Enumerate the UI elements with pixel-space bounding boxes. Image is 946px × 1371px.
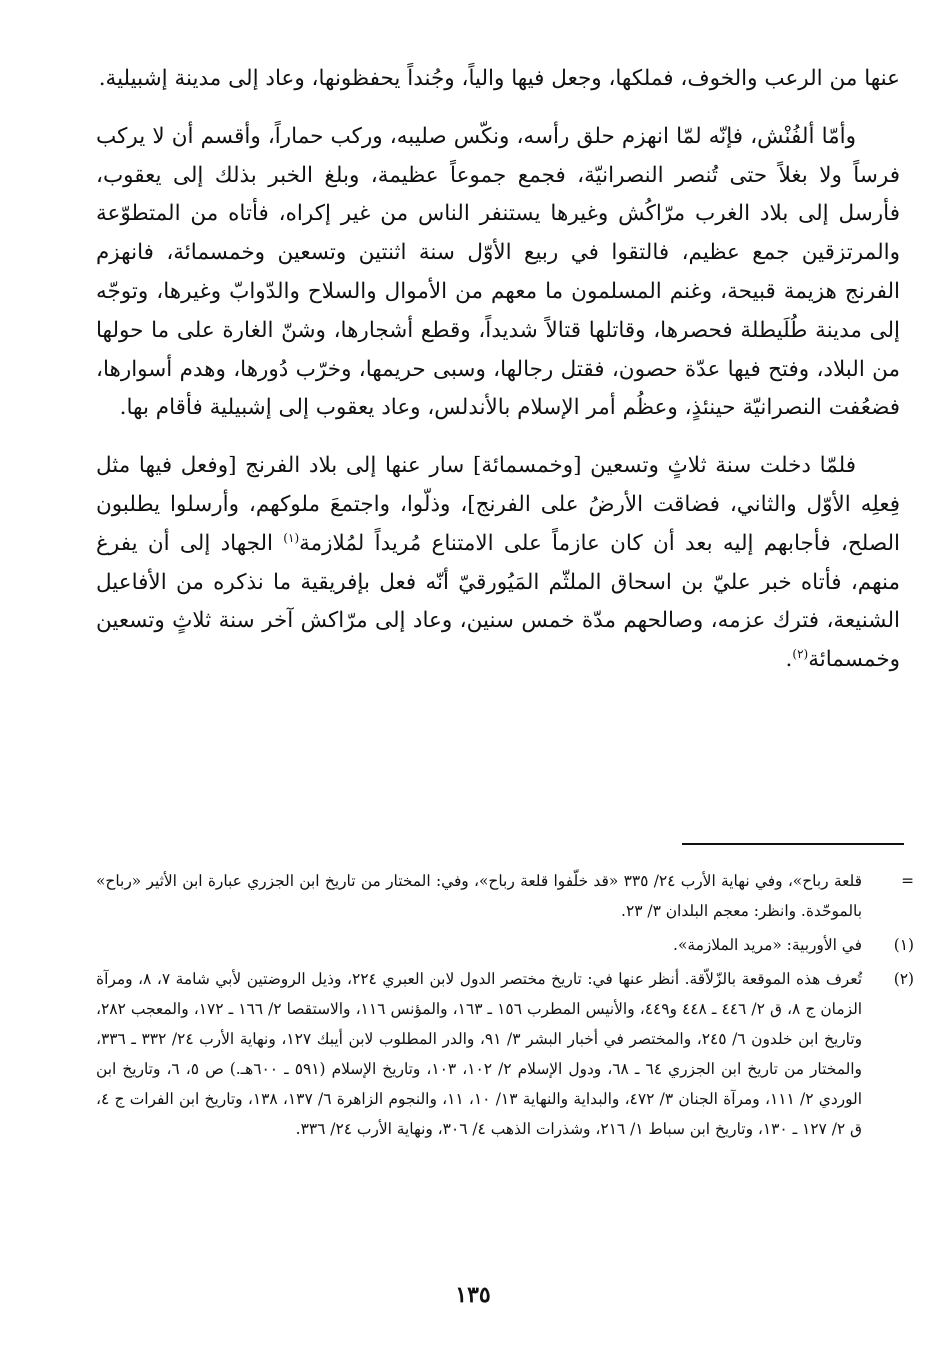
footnote-ref-2[interactable]: (٢) xyxy=(792,647,809,661)
paragraph-3-text-a: فلمّا دخلت سنة ثلاثٍ وتسعين [وخمسمائة] سار عنها إلى بلاد الفرنج [وفعل فيها مثل فِعلِه الأوّل والثاني، فضاقت الأرضُ على الفرنج]، وذلّوا، واجتمعَ ملوكهم، وأرسلوا يطلبون الصلح، فأجابهم إليه بعد أن كان عازماً على الامتناع مُريداً لمُلازمة xyxy=(96,453,900,556)
footnote-2 xyxy=(96,964,914,1144)
paragraph-year-593 xyxy=(96,447,900,680)
footnotes xyxy=(96,866,914,1144)
paragraph-3-text-b: الجهاد إلى أن يفرغ منهم، فأتاه خبر عليّ بن اسحاق الملثّم المَيُورقيّ أنّه فعل بإفريقية ما نذكره من الأفاعيل الشنيعة، فترك عزمه، وصالحهم مدّة خمس سنين، وعاد إلى مرّاكش آخر سنة ثلاثٍ وتسعين وخمسمائة xyxy=(96,530,900,673)
footnote-1 xyxy=(96,930,914,960)
footnote-text: تُعرف هذه الموقعة بالزّلاّقة. أنظر عنها في: تاريخ مختصر الدول لابن العبري ٢٢٤، وذيل الروضتين لأبي شامة ٧، ٨، ومرآة الزمان ج ٨، ق ٢/ ٤٤٦ ـ ٤٤٨ و٤٤٩، والأنيس المطرب ١٥٦ ـ ١٦٣، والمؤنس ١١٦، والاستقصا ٢/ ١٦٦ ـ ١٧٢، والمعجب ٢٨٢، وتاريخ ابن خلدون ٦/ ٢٤٥، والمختصر في أخبار البشر ٣/ ٩١، والدر المطلوب لابن أيبك ١٢٧، ونهاية الأرب ٢٤/ ٣٣٢ ـ ٣٣٦، والمختار من تاريخ ابن الجزري ٦٤ ـ ٦٨، ودول الإسلام ٢/ ١٠٢، ١٠٣، وتاريخ الإسلام (٥٩١ ـ ٦٠٠هـ.) ص ٥، ٦، وتاريخ ابن الوردي ٢/ ١١١، ومرآة الجنان ٣/ ٤٧٢، والبداية والنهاية ١٣/ ١٠، ١١، والنجوم الزاهرة ٦/ ١٣٧، ١٣٨، وتاريخ ابن الفرات ج ٤، ق ٢/ ١٢٧ ـ ١٣٠، وتاريخ ابن سباط ١/ ٢١٦، وشذرات الذهب ٤/ ٣٠٦، ونهاية الأرب ٢٤/ ٣٣٦. xyxy=(96,970,863,1138)
paragraph-3-end: . xyxy=(785,647,793,673)
footnote-marker: (١) xyxy=(893,936,914,954)
paragraph-continuation xyxy=(96,60,900,99)
paragraph-2-text: وأمّا ألفُنْش، فإنّه لمّا انهزم حلق رأسه، ونكّس صليبه، وركب حماراً، وأقسم أن لا يركب فرساً ولا بغلاً حتى تُنصر النصرانيّة، فجمع جموعاً عظيمة، وبلغ الخبر بذلك إلى يعقوب، فأرسل إلى بلاد الغرب مرّاكُش وغيرها يستنفر الناس من غير إكراه، فأتاه من المتطوّعة والمرتزقين جمع عظيم، فالتقوا في ربيع الأوّل سنة اثنتين وتسعين وخمسمائة، فانهزم الفرنج هزيمة قبيحة، وغنم المسلمون ما معهم من الأموال والسلاح والدّوابّ وغيرها، وتوجّه إلى مدينة طُلَيطلة فحصرها، وقاتلها قتالاً شديداً، وقطع أشجارها، وشنّ الغارة على ما حولها من البلاد، وفتح فيها عدّة حصون، فقتل رجالها، وسبى حريمها، وخرّب دُورها، وهدم أسوارها، فضعُفت النصرانيّة حينئذٍ، وعظُم أمر الإسلام بالأندلس، وعاد يعقوب إلى إشبيلية فأقام بها. xyxy=(96,123,900,421)
footnote-text: في الأوربية: «مريد الملازمة». xyxy=(673,936,862,954)
footnote-text: قلعة رباح»، وفي نهاية الأرب ٢٤/ ٣٣٥ «قد خلّفوا قلعة رباح»، وفي: المختار من تاريخ ابن الجزري عبارة ابن الأثير «رباح» بالموحّدة. وانظر: معجم البلدان ٣/ ٢٣. xyxy=(96,872,862,920)
paragraph-1-text: عنها من الرعب والخوف، فملكها، وجعل فيها والياً، وجُنداً يحفظونها، وعاد إلى مدينة إشبيلية. xyxy=(98,66,900,91)
main-text xyxy=(96,60,900,680)
footnote-marker: (٢) xyxy=(893,970,914,988)
footnote-continued xyxy=(96,866,914,926)
footnote-ref-1[interactable]: (١) xyxy=(283,530,300,545)
footnote-marker: = xyxy=(901,872,914,890)
paragraph-alfonso xyxy=(96,118,900,428)
page-number: ١٣٥ xyxy=(455,1282,491,1308)
footnote-separator xyxy=(682,843,904,845)
